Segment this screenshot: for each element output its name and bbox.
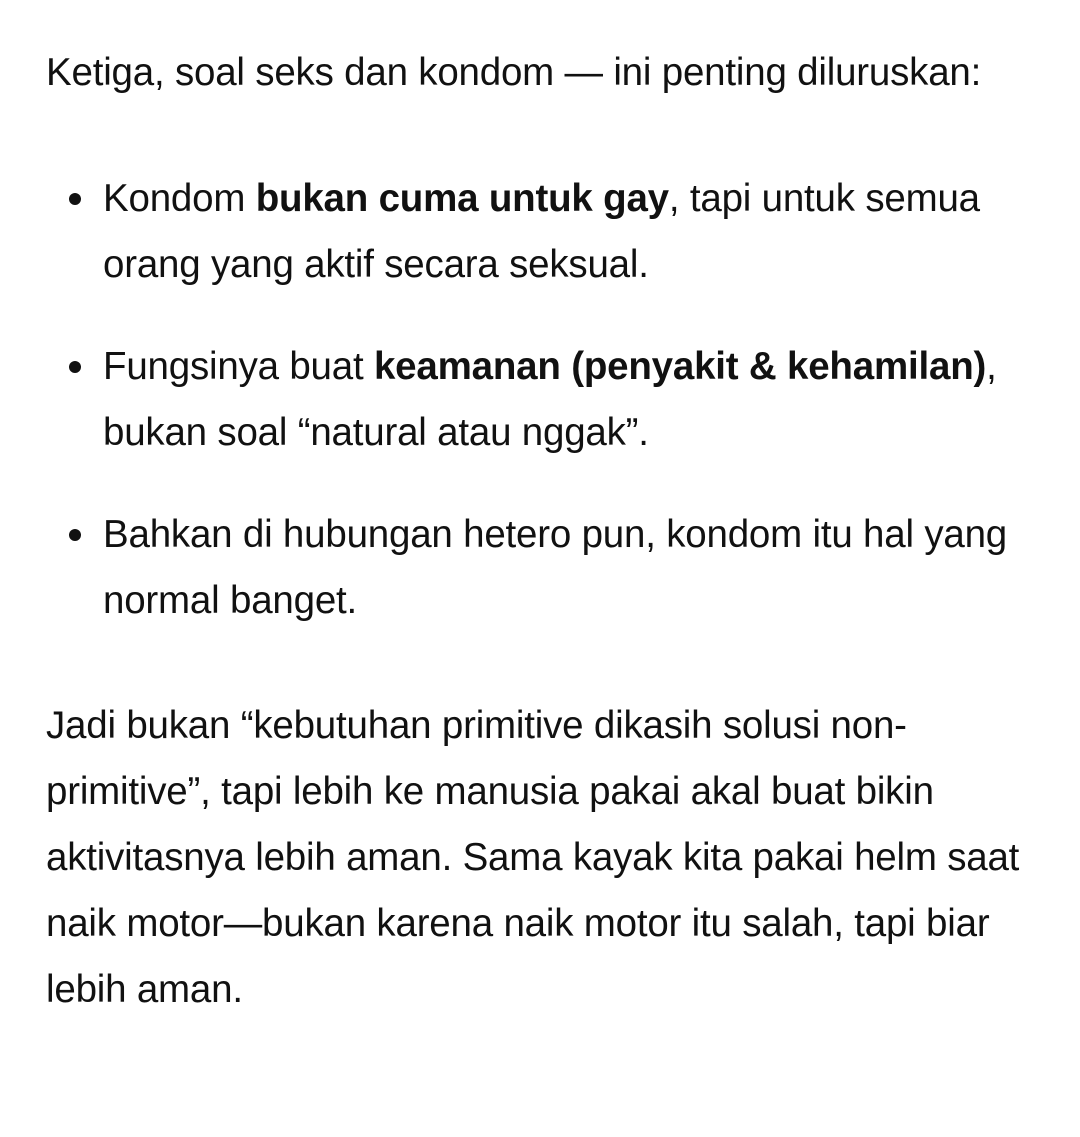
bullet-dot-icon: [69, 529, 81, 541]
list-item-text-before: Fungsinya buat: [103, 345, 374, 388]
intro-paragraph: Ketiga, soal seks dan kondom — ini penting diluruskan:: [46, 51, 982, 94]
list-item-text-bold: keamanan (penyakit & kehamilan): [373, 345, 987, 388]
bullet-dot-icon: [69, 193, 81, 205]
bullet-dot-icon: [69, 361, 81, 373]
list-item: [46, 334, 1040, 466]
list-item: [46, 502, 1040, 634]
bullet-list: [46, 166, 1040, 634]
list-item-text-bold: bukan cuma untuk gay: [255, 177, 669, 220]
list-item-text-after: , tapi untuk semua orang yang aktif secara seksual.: [103, 177, 980, 286]
conclusion-paragraph: Jadi bukan “kebutuhan primitive dikasih solusi non-primitive”, tapi lebih ke manusia pakai akal buat bikin aktivitasnya lebih aman. Sama kayak kita pakai helm saat naik motor—bukan karena naik motor itu salah, tapi biar lebih aman.: [46, 704, 1020, 1011]
list-item-text-after: , bukan soal “natural atau nggak”.: [103, 345, 997, 454]
list-item-text-before: Kondom: [103, 177, 256, 220]
list-item-text-before: Bahkan di hubungan hetero pun, kondom itu hal yang normal banget.: [103, 513, 1007, 622]
list-item: [46, 166, 1040, 298]
